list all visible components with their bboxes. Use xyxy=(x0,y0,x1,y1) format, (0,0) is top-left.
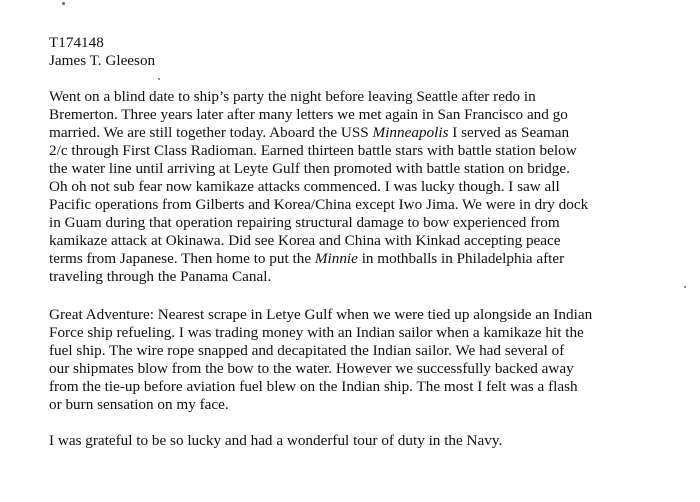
text-line xyxy=(49,124,569,142)
text-segment: kamikaze attack at Okinawa. Did see Korea and China with Kinkad accepting peace xyxy=(49,232,561,249)
text-line xyxy=(49,306,592,324)
text-segment: I served as Seaman xyxy=(448,124,570,141)
text-segment: fuel ship. The wire rope snapped and decapitated the Indian sailor. We had several of xyxy=(49,342,565,359)
text-segment: Went on a blind date to ship’s party the night before leaving Seattle after redo in xyxy=(49,88,536,105)
text-line xyxy=(49,360,574,378)
text-line xyxy=(49,250,564,268)
text-line xyxy=(49,232,561,250)
text-segment: Force ship refueling. I was trading money with an Indian sailor when a kamikaze hit the xyxy=(49,324,584,341)
text-line xyxy=(49,214,560,232)
scan-speck xyxy=(684,286,686,288)
text-segment: from the tie-up before aviation fuel blew on the Indian ship. The most I felt was a flash xyxy=(49,378,578,395)
author-name: James T. Gleeson xyxy=(49,52,156,69)
document-id: T174148 xyxy=(49,34,104,51)
text-line xyxy=(49,432,502,450)
text-segment: in mothballs in Philadelphia after xyxy=(357,250,565,267)
text-segment: 2/c through First Class Radioman. Earned thirteen battle stars with battle station below xyxy=(49,142,577,159)
text-segment: in Guam during that operation repairing structural damage to bow experienced from xyxy=(49,214,560,231)
text-line xyxy=(49,342,564,360)
text-segment: our shipmates blow from the bow to the water. However we successfully backed away xyxy=(49,360,574,377)
text-segment: I was grateful to be so lucky and had a wonderful tour of duty in the Navy. xyxy=(49,432,503,449)
text-line xyxy=(49,396,229,414)
scan-speck xyxy=(62,2,65,5)
scan-speck xyxy=(158,78,160,80)
text-segment: terms from Japanese. Then home to put the xyxy=(49,250,315,267)
text-line xyxy=(49,88,536,106)
text-line xyxy=(49,196,588,214)
text-segment: Great Adventure: Nearest scrape in Letye Gulf when we were tied up alongside an Indian xyxy=(49,306,593,323)
text-line xyxy=(49,106,568,124)
text-segment: Oh oh not sub fear now kamikaze attacks commenced. I was lucky though. I saw all xyxy=(49,178,560,195)
text-segment: Bremerton. Three years later after many letters we met again in San Francisco and go xyxy=(49,106,568,123)
text-line xyxy=(49,324,584,342)
ship-name-italic: Minneapolis xyxy=(372,124,449,141)
text-segment: Pacific operations from Gilberts and Korea/China except Iwo Jima. We were in dry dock xyxy=(49,196,589,213)
text-segment: the water line until arriving at Leyte Gulf then promoted with battle station on bridge. xyxy=(49,160,570,177)
text-segment: traveling through the Panama Canal. xyxy=(49,268,272,285)
text-segment: married. We are still together today. Aboard the USS xyxy=(49,124,373,141)
text-segment: or burn sensation on my face. xyxy=(49,396,229,413)
text-line xyxy=(49,142,577,160)
text-line xyxy=(49,178,560,196)
text-line xyxy=(49,268,271,286)
text-line xyxy=(49,378,578,396)
text-line xyxy=(49,160,570,178)
ship-name-italic: Minnie xyxy=(314,250,358,267)
